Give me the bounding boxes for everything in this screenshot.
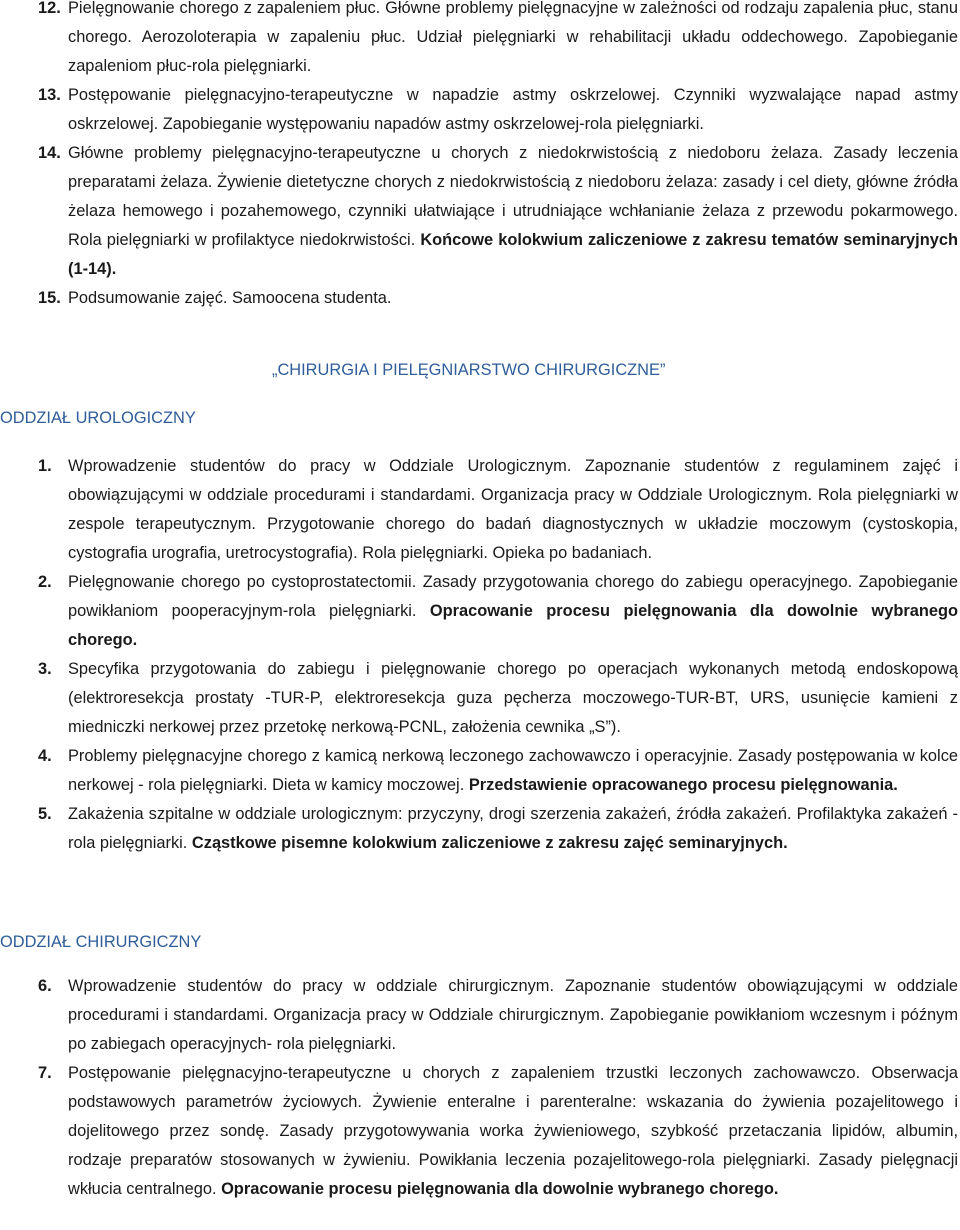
item-text: Pielęgnowanie chorego po cystoprostatectomii. Zasady przygotowania chorego do zabiegu operacyjnego. Zapobieganie powikłaniom pooperacyjnym-rola pielęgniarki. bbox=[68, 573, 958, 620]
list-item bbox=[38, 452, 958, 568]
item-number: 4. bbox=[38, 747, 52, 765]
course-title: „CHIRURGIA I PIELĘGNIARSTWO CHIRURGICZNE” bbox=[272, 361, 666, 379]
list-item bbox=[38, 1059, 958, 1204]
item-number: 7. bbox=[38, 1064, 52, 1082]
item-text: Podsumowanie zajęć. Samoocena studenta. bbox=[68, 289, 392, 307]
list-item bbox=[38, 139, 958, 284]
item-bold-text: Cząstkowe pisemne kolokwium zaliczeniowe z zakresu zajęć seminaryjnych. bbox=[191, 834, 788, 852]
list-item bbox=[38, 800, 958, 858]
list-item bbox=[38, 568, 958, 655]
item-bold-text: Końcowe kolokwium zaliczeniowe z zakresu tematów seminaryjnych (1-14). bbox=[68, 231, 958, 278]
item-text: Zakażenia szpitalne w oddziale urologicznym: przyczyny, drogi szerzenia zakażeń, źródła zakażeń. Profilaktyka zakażeń - rola pielęgniarki. bbox=[68, 805, 958, 852]
item-bold-text: Przedstawienie opracowanego procesu pielęgnowania. bbox=[468, 776, 898, 794]
urology-section-title: ODDZIAŁ UROLOGICZNY bbox=[0, 409, 196, 427]
item-number: 6. bbox=[38, 977, 52, 995]
surgery-section-title: ODDZIAŁ CHIRURGICZNY bbox=[0, 933, 202, 951]
item-text: Wprowadzenie studentów do pracy w oddziale chirurgicznym. Zapoznanie studentów obowiązującymi w oddziale procedurami i standardami. Organizacja pracy w Oddziale chirurgicznym. Zapobieganie powikłaniom wczesnym i późnym po zabiegach operacyjnych- rola pielęgniarki. bbox=[68, 977, 958, 1053]
item-text: Pielęgnowanie chorego z zapaleniem płuc. Główne problemy pielęgnacyjne w zależności od rodzaju zapalenia płuc, stanu chorego. Aerozoloterapia w zapaleniu płuc. Udział pielęgniarki w rehabilitacji układu oddechowego. Zapobieganie zapaleniom płuc-rola pielęgniarki. bbox=[68, 0, 958, 75]
list-item bbox=[38, 655, 958, 742]
list-item bbox=[38, 284, 958, 313]
item-number: 15. bbox=[38, 289, 61, 307]
item-number: 13. bbox=[38, 86, 61, 104]
surgery-topic-list bbox=[38, 972, 958, 1204]
item-bold-text: Opracowanie procesu pielęgnowania dla dowolnie wybranego chorego. bbox=[221, 1180, 779, 1198]
item-text: Postępowanie pielęgnacyjno-terapeutyczne w napadzie astmy oskrzelowej. Czynniki wyzwalające napad astmy oskrzelowej. Zapobieganie występowaniu napadów astmy oskrzelowej-rola pielęgniarki. bbox=[68, 86, 958, 133]
item-number: 2. bbox=[38, 573, 52, 591]
list-item bbox=[38, 972, 958, 1059]
item-text: Wprowadzenie studentów do pracy w Oddziale Urologicznym. Zapoznanie studentów z regulaminem zajęć i obowiązującymi w oddziale procedurami i standardami. Organizacja pracy w Oddziale Urologicznym. Rola pielęgniarki w zespole terapeutycznym. Przygotowanie chorego do badań diagnostycznych w układzie moczowym (cystoskopia, cystografia urografia, uretrocystografia). Rola pielęgniarki. Opieka po badaniach. bbox=[68, 457, 958, 562]
item-number: 3. bbox=[38, 660, 52, 678]
item-number: 12. bbox=[38, 0, 61, 17]
top-topic-list bbox=[38, 0, 958, 313]
item-number: 1. bbox=[38, 457, 52, 475]
item-text: Problemy pielęgnacyjne chorego z kamicą nerkową leczonego zachowawczo i operacyjnie. Zasady postępowania w kolce nerkowej - rola pielęgniarki. Dieta w kamicy moczowej. bbox=[68, 747, 958, 794]
item-text: Postępowanie pielęgnacyjno-terapeutyczne u chorych z zapaleniem trzustki leczonych zachowawczo. Obserwacja podstawowych parametrów życiowych. Żywienie enteralne i parenteralne: wskazania do żywienia pozajelitowego i dojelitowego przez sondę. Zasady przygotowywania worka żywieniowego, szybkość przetaczania lipidów, albumin, rodzaje preparatów stosowanych w żywieniu. Powikłania leczenia pozajelitowego-rola pielęgniarki. Zasady pielęgnacji wkłucia centralnego. bbox=[68, 1064, 958, 1198]
item-bold-text: Opracowanie procesu pielęgnowania dla dowolnie wybranego chorego. bbox=[68, 602, 958, 649]
item-number: 14. bbox=[38, 144, 61, 162]
item-text: Główne problemy pielęgnacyjno-terapeutyczne u chorych z niedokrwistością z niedoboru żelaza. Zasady leczenia preparatami żelaza. Żywienie dietetyczne chorych z niedokrwistością z niedoboru żelaza: zasady i cel diety, główne źródła żelaza hemowego i pozahemowego, czynniki ułatwiające i utrudniające wchłanianie żelaza z przewodu pokarmowego. Rola pielęgniarki w profilaktyce niedokrwistości. bbox=[68, 144, 958, 249]
list-item bbox=[38, 0, 958, 81]
item-number: 5. bbox=[38, 805, 52, 823]
list-item bbox=[38, 742, 958, 800]
item-text: Specyfika przygotowania do zabiegu i pielęgnowanie chorego po operacjach wykonanych metodą endoskopową (elektroresekcja prostaty -TUR-P, elektroresekcja guza pęcherza moczowego-TUR-BT, URS, usunięcie kamieni z miedniczki nerkowej przez przetokę nerkową-PCNL, założenia cewnika „S”). bbox=[68, 660, 958, 736]
list-item bbox=[38, 81, 958, 139]
urology-topic-list bbox=[38, 452, 958, 858]
